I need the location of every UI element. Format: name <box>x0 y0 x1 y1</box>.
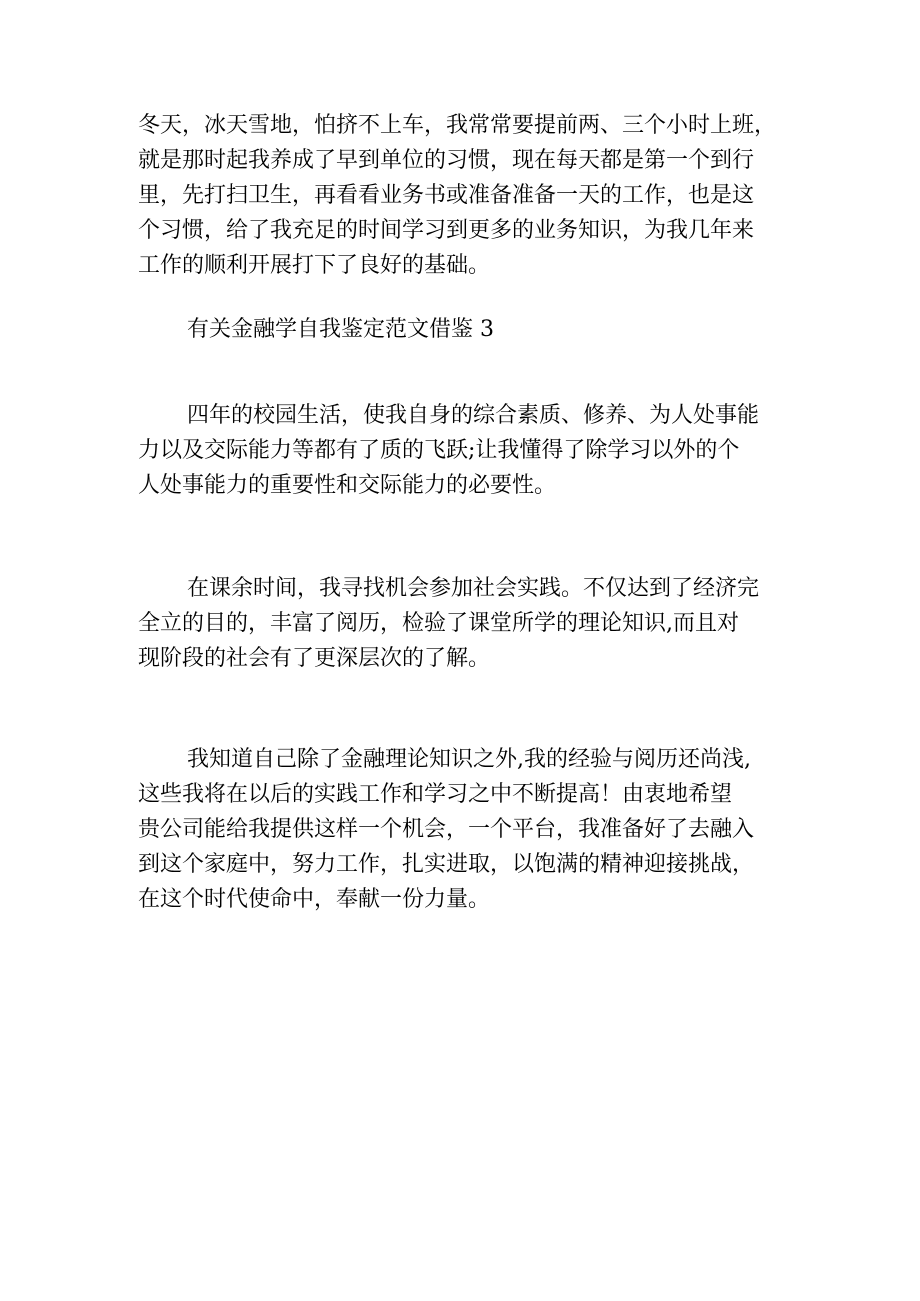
paragraph-line: 个习惯，给了我充足的时间学习到更多的业务知识，为我几年来 <box>138 218 755 243</box>
paragraph-2 <box>138 398 798 503</box>
section-heading <box>187 312 787 347</box>
paragraph-line: 就是那时起我养成了早到单位的习惯，现在每天都是第一个到行 <box>138 148 755 173</box>
paragraph-4 <box>138 742 798 917</box>
paragraph-line: 现阶段的社会有了更深层次的了解。 <box>138 646 491 671</box>
paragraph-line: 力以及交际能力等都有了质的飞跃;让我懂得了除学习以外的个 <box>138 438 740 463</box>
paragraph-line: 在这个时代使命中，奉献一份力量。 <box>138 887 491 912</box>
paragraph-line: 贵公司能给我提供这样一个机会，一个平台，我准备好了去融入 <box>138 817 755 842</box>
paragraph-line: 我知道自己除了金融理论知识之外,我的经验与阅历还尚浅, <box>187 747 751 772</box>
paragraph-1 <box>138 108 798 283</box>
paragraph-line: 在课余时间，我寻找机会参加社会实践。不仅达到了经济完 <box>187 576 760 601</box>
paragraph-line: 冬天，冰天雪地，怕挤不上车，我常常要提前两、三个小时上班， <box>138 113 777 138</box>
paragraph-line: 全立的目的，丰富了阅历，检验了课堂所学的理论知识,而且对 <box>138 611 739 636</box>
paragraph-line: 这些我将在以后的实践工作和学习之中不断提高！由衷地希望 <box>138 782 733 807</box>
paragraph-line: 人处事能力的重要性和交际能力的必要性。 <box>138 473 557 498</box>
paragraph-line: 工作的顺利开展打下了良好的基础。 <box>138 253 491 278</box>
paragraph-3 <box>138 571 798 676</box>
paragraph-line: 到这个家庭中，努力工作，扎实进取，以饱满的精神迎接挑战， <box>138 852 755 877</box>
heading-text: 有关金融学自我鉴定范文借鉴 3 <box>187 317 494 342</box>
paragraph-line: 里，先打扫卫生，再看看业务书或准备准备一天的工作，也是这 <box>138 183 755 208</box>
paragraph-line: 四年的校园生活，使我自身的综合素质、修养、为人处事能 <box>187 403 760 428</box>
